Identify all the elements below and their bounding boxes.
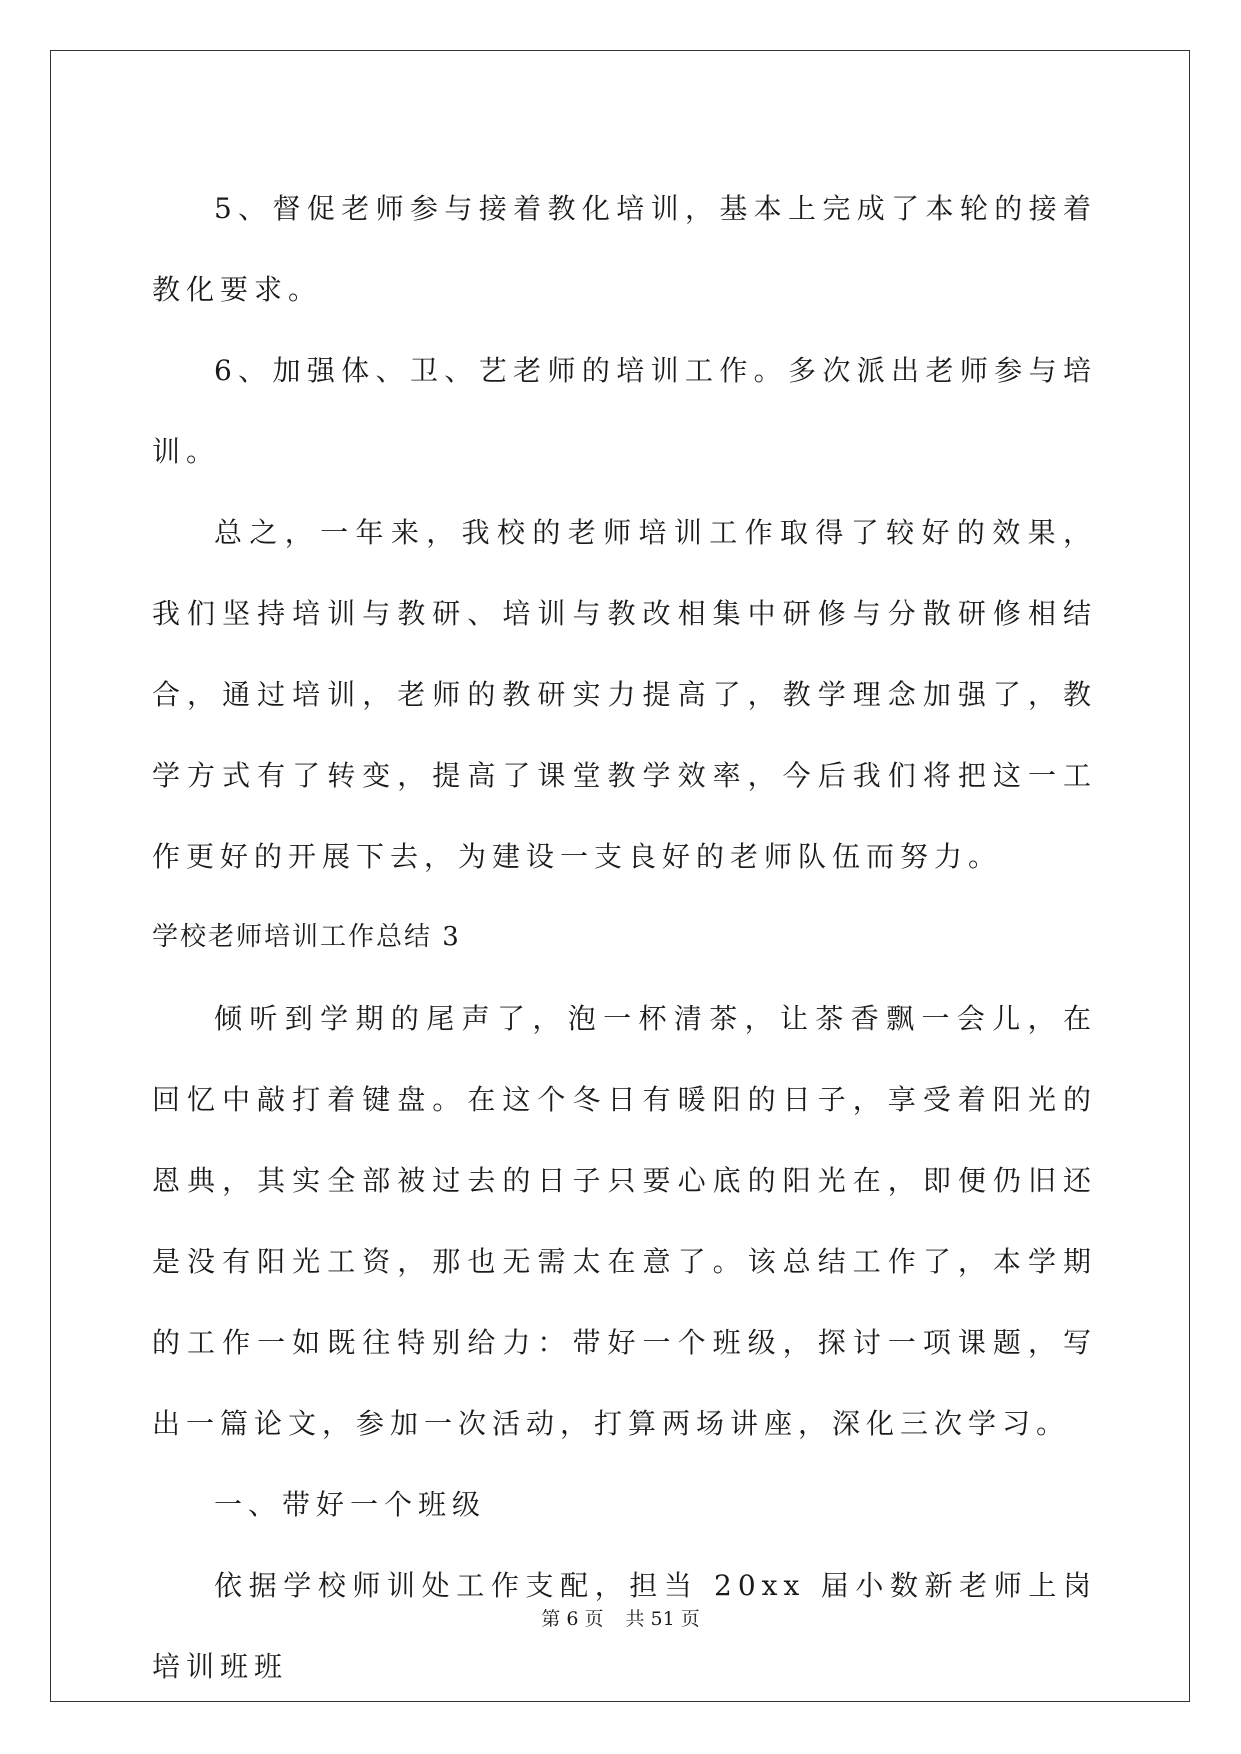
paragraph-item-5: 5、督促老师参与接着教化培训，基本上完成了本轮的接着教化要求。 [152, 192, 1097, 306]
subheading-class: 一、带好一个班级 [214, 1488, 487, 1521]
paragraph-summary: 总之，一年来，我校的老师培训工作取得了较好的效果，我们坚持培训与教研、培训与教改相集中研修与分散研修相结合，通过培训，老师的教研实力提高了，教学理念加强了，教学方式有了转变，提高了课堂教学效率，今后我们将把这一工作更好的开展下去，为建设一支良好的老师队伍而努力。 [152, 516, 1097, 873]
paragraph-class-detail: 依据学校师训处工作支配，担当 20xx 届小数新老师上岗培训班班 [152, 1569, 1097, 1683]
section-heading: 学校老师培训工作总结 3 [152, 922, 461, 952]
page-total: 共 51 页 [625, 1608, 700, 1630]
paragraph-item-6: 6、加强体、卫、艺老师的培训工作。多次派出老师参与培训。 [152, 354, 1097, 468]
document-body [152, 168, 1097, 1707]
page-footer [0, 1604, 1241, 1631]
paragraph-intro: 倾听到学期的尾声了，泡一杯清茶，让茶香飘一会儿，在回忆中敲打着键盘。在这个冬日有暖阳的日子，享受着阳光的恩典，其实全部被过去的日子只要心底的阳光在，即便仍旧还是没有阳光工资，那也无需太在意了。该总结工作了，本学期的工作一如既往特别给力：带好一个班级，探讨一项课题，写出一篇论文，参加一次活动，打算两场讲座，深化三次学习。 [152, 1002, 1097, 1440]
page-number: 第 6 页 [541, 1608, 604, 1630]
